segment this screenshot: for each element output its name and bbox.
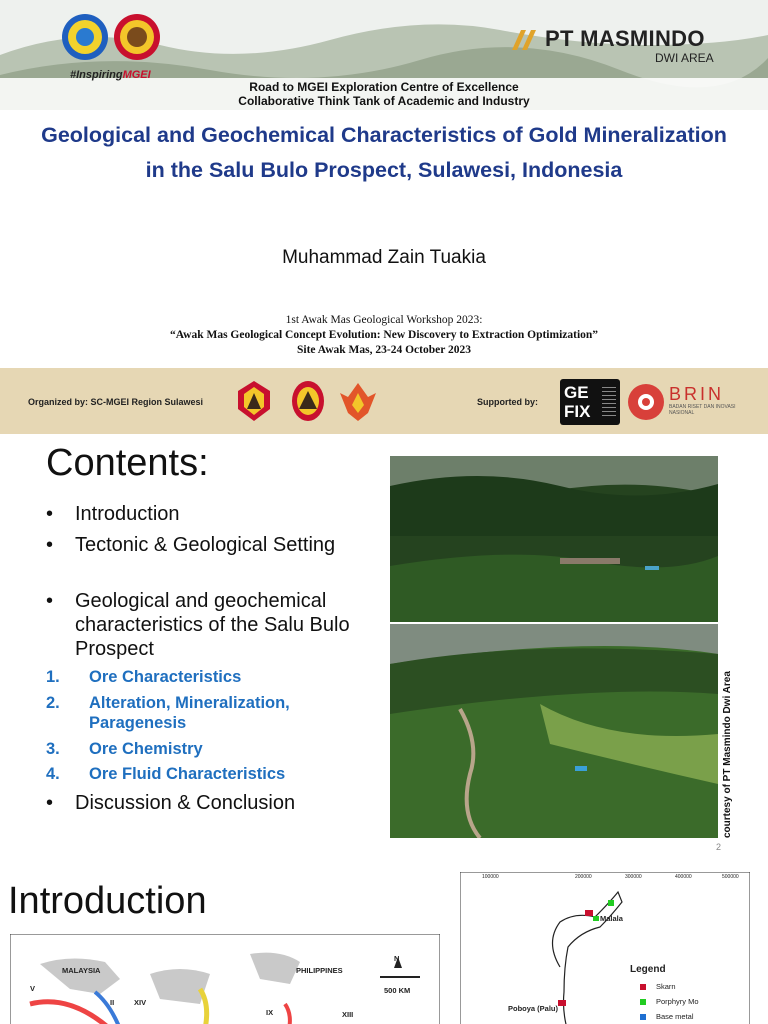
tick-x: 100000 xyxy=(482,874,499,880)
photo-courtesy: courtesy of PT Masmindo Dwi Area xyxy=(722,671,733,838)
label-malala: Malala xyxy=(600,914,623,923)
page-number: 2 xyxy=(716,842,722,852)
road-line-2: Collaborative Think Tank of Academic and Industry xyxy=(238,94,530,108)
introduction-slide xyxy=(0,854,768,1024)
mountain-badge-icon xyxy=(290,377,326,423)
title-slide xyxy=(0,0,768,434)
legend-swatch-base-metal xyxy=(640,1014,646,1020)
label-roman-xiv: XIV xyxy=(134,998,147,1007)
label-roman-ii: II xyxy=(110,998,115,1007)
legend-title: Legend xyxy=(630,964,666,975)
gefix-logo: GE FIX xyxy=(560,379,620,425)
brin-subtitle: BADAN RISET DAN INOVASI NASIONAL xyxy=(669,404,736,416)
hashtag: #InspiringMGEI xyxy=(70,69,151,81)
aerial-photo-top xyxy=(390,456,718,622)
introduction-heading: Introduction xyxy=(8,880,207,922)
workshop-line-3: Site Awak Mas, 23-24 October 2023 xyxy=(297,344,471,356)
masmindo-logo-icon xyxy=(512,30,542,50)
workshop-line-1: 1st Awak Mas Geological Workshop 2023: xyxy=(285,314,483,326)
contents-slide: Contents: • Introduction • Tectonic & Geological Setting • Geological and geochemical characteristics of the Salu Bulo Prospect 1. Ore Characteristics 2. Alteration, Mineralization, Paragenesis 3. Ore Chemistry 4. Ore Fluid Characteristics • Discussion & Conclusion courtesy of PT Masmindo Dwi Area 2 xyxy=(0,434,768,854)
company-area: DWI AREA xyxy=(655,51,714,65)
label-philippines: PHILIPPINES xyxy=(296,966,343,975)
legend-item: Porphyry Mo xyxy=(656,997,699,1006)
supported-label: Supported by: xyxy=(477,397,538,407)
brin-logo-icon xyxy=(627,381,665,423)
tick-x: 500000 xyxy=(722,874,739,880)
label-poboya: Poboya (Palu) xyxy=(508,1004,559,1013)
legend-swatch-porphyry xyxy=(640,999,646,1005)
label-roman-xiii: XIII xyxy=(342,1010,354,1019)
label-roman-ix: IX xyxy=(266,1008,274,1017)
aerial-photo-bottom xyxy=(390,624,718,838)
road-line-1: Road to MGEI Exploration Centre of Excellence xyxy=(249,80,519,94)
legend-item: Base metal xyxy=(656,1012,694,1021)
tick-x: 300000 xyxy=(625,874,642,880)
mgei-logo-blue xyxy=(62,14,108,60)
scale-label: 500 KM xyxy=(384,986,411,995)
author-name: Muhammad Zain Tuakia xyxy=(282,247,486,268)
slide-title: Geological and Geochemical Characteristics of Gold Mineralization in the Salu Bulo Prospect, Sulawesi, Indonesia xyxy=(41,123,727,182)
mining-badge-icon xyxy=(236,379,272,423)
legend-item: Skarn xyxy=(656,982,676,991)
workshop-line-2: “Awak Mas Geological Concept Evolution: New Discovery to Extraction Optimization” xyxy=(169,329,599,341)
north-arrow-label: N xyxy=(394,954,400,963)
label-roman-v: V xyxy=(30,984,36,993)
regional-tectonic-map xyxy=(10,934,440,1024)
tick-x: 200000 xyxy=(575,874,592,880)
label-malaysia: MALAYSIA xyxy=(62,966,101,975)
legend-swatch-skarn xyxy=(640,984,646,990)
organized-label: Organized by: SC-MGEI Region Sulawesi xyxy=(28,397,204,407)
phoenix-badge-icon xyxy=(338,379,378,423)
contents-heading: Contents: xyxy=(46,442,209,484)
sulawesi-deposit-map xyxy=(460,872,750,1024)
brin-wordmark: BRIN xyxy=(669,384,725,404)
mgei-logo-red xyxy=(114,14,160,60)
company-name: PT MASMINDO xyxy=(545,26,705,51)
tick-x: 400000 xyxy=(675,874,692,880)
